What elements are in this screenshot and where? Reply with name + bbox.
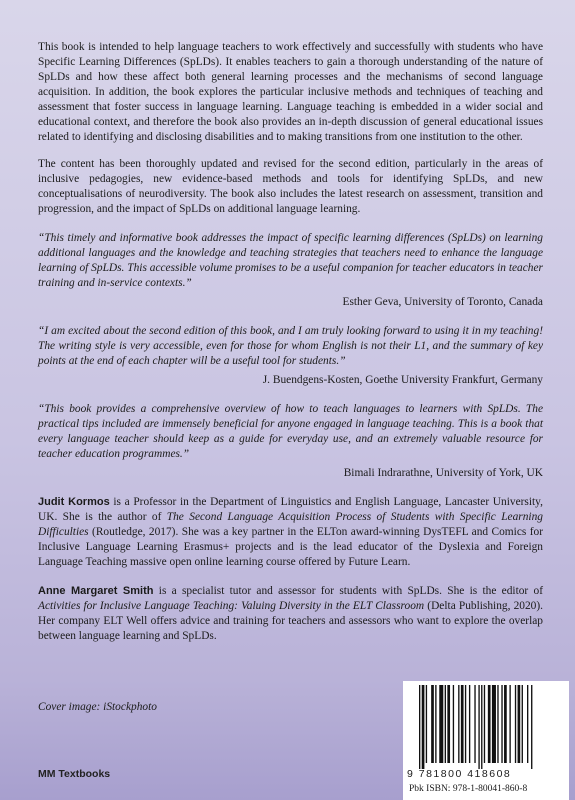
endorsement-text: “This timely and informative book addresses the impact of specific learning differences (SpLDs) on learning additional languages and the knowledge and teaching strategies that teachers need to enhance the language learning of SpLDs. This accessible volume promises to be a useful companion for teacher educators in teacher training and in-service contexts.” <box>38 232 543 289</box>
author-bio-text: is a specialist tutor and assessor for students with SpLDs. She is the editor of <box>153 585 543 597</box>
barcode-bar <box>422 685 425 769</box>
author-book-title: The Second Language Acquisition Process of Students with Specific Learning Difficulties <box>38 511 543 538</box>
intro-paragraph-2: The content has been thoroughly updated and revised for the second edition, particularly in the areas of inclusive pedagogies, new evidence-based methods and tools for identifying SpLDs, and new conceptualisations of neurodiversity. The book also includes the latest research on assessment, transition and progression, and the impact of SpLDs on additional language learning. <box>38 158 543 215</box>
barcode-bar <box>531 685 532 769</box>
author-bio-text: (Delta Publishing, 2020). Her company ELT Well offers advice and training for teachers and assessors who want to explore the overlap between language learning and SpLDs. <box>38 600 543 642</box>
cover-text <box>38 40 543 644</box>
author-book-title: Activities for Inclusive Language Teaching: Valuing Diversity in the ELT Classroom <box>38 600 425 612</box>
intro-paragraph-1: This book is intended to help language teachers to work effectively and successfully with students who have Specific Learning Differences (SpLDs). It enables teachers to gain a thorough understanding of the nature of SpLDs and how these affect both general learning processes and the mechanisms of second language acquisition. In addition, the book explores the particular inclusive methods and techniques of teaching and assessment that foster success in language learning. Language teaching is embedded in a wider social and educational context, and therefore the book also provides an in-depth discussion of general educational issues related to identifying and disclosing disabilities and to making transitions from one institution to the other. <box>38 41 543 143</box>
author-bio-text: (Routledge, 2017). She was a key partner in the ELTon award-winning DysTEFL and Comics for Inclusive Language Learning Erasmus+ projects and is the lead educator of the Dyslexia and Foreign Language Teaching massive open online learning course offered by Future Learn. <box>38 526 543 568</box>
barcode-digits: 9 781800 418608 <box>407 768 512 780</box>
author-bio-text: is a Professor in the Department of Linguistics and English Language, Lancaster University, UK. She is the author of <box>38 496 543 523</box>
endorsement-attribution: Esther Geva, University of Toronto, Canada <box>342 296 543 308</box>
barcode-bar <box>481 685 482 769</box>
barcode-bar <box>435 685 436 763</box>
barcode-bar <box>497 685 498 763</box>
isbn-label: Pbk ISBN: 978-1-80041-860-8 <box>409 784 528 794</box>
barcode-bar <box>515 685 516 763</box>
barcode-bar <box>504 685 507 763</box>
barcode-bar <box>426 685 427 763</box>
barcode-bar <box>431 685 434 763</box>
endorsement-text: “This book provides a comprehensive overview of how to teach languages to learners with SpLDs. The practical tips included are immensely beneficial for anyone engaged in language teaching. This is a book that every language teacher should keep as a guide for everyday use, and an extremely valuable resource for teacher education programmes.” <box>38 403 543 460</box>
barcode-bar <box>522 685 523 763</box>
publisher-name: MM Textbooks <box>38 768 111 780</box>
barcode-bar <box>419 685 420 769</box>
barcode-bar <box>453 685 454 763</box>
author-bio-1 <box>38 495 543 570</box>
endorsement-1 <box>38 231 543 310</box>
barcode-bar <box>439 685 443 763</box>
barcode-bar <box>518 685 521 763</box>
barcode-bar <box>469 685 470 763</box>
barcode-bar <box>478 685 479 769</box>
barcode-icon <box>417 685 555 769</box>
barcode-bar <box>461 685 464 763</box>
barcode-bar <box>465 685 466 763</box>
barcode-bar <box>488 685 491 763</box>
author-bio-2 <box>38 584 543 644</box>
author-name: Judit Kormos <box>38 496 110 508</box>
author-name: Anne Margaret Smith <box>38 585 154 597</box>
endorsement-attribution: Bimali Indrarathne, University of York, UK <box>343 467 543 479</box>
barcode-bar <box>501 685 502 763</box>
endorsement-2 <box>38 324 543 388</box>
endorsement-3 <box>38 402 543 481</box>
barcode-bar <box>474 685 475 763</box>
barcode-bar <box>458 685 459 763</box>
barcode-bar <box>492 685 496 763</box>
barcode-bar <box>484 685 485 763</box>
endorsement-text: “I am excited about the second edition of this book, and I am truly looking forward to using it in my teaching! The writing style is very accessible, even for those for whom English is not their L1, and the summary of key points at the end of each chapter will be a useful tool for students.” <box>38 325 543 367</box>
barcode-bar <box>509 685 510 763</box>
barcode-bar <box>527 685 528 763</box>
barcode-panel <box>403 681 569 800</box>
barcode-bar <box>447 685 450 763</box>
barcode-bar <box>445 685 446 763</box>
endorsement-attribution: J. Buendgens-Kosten, Goethe University Frankfurt, Germany <box>262 374 543 386</box>
cover-image-credit: Cover image: iStockphoto <box>38 701 157 713</box>
